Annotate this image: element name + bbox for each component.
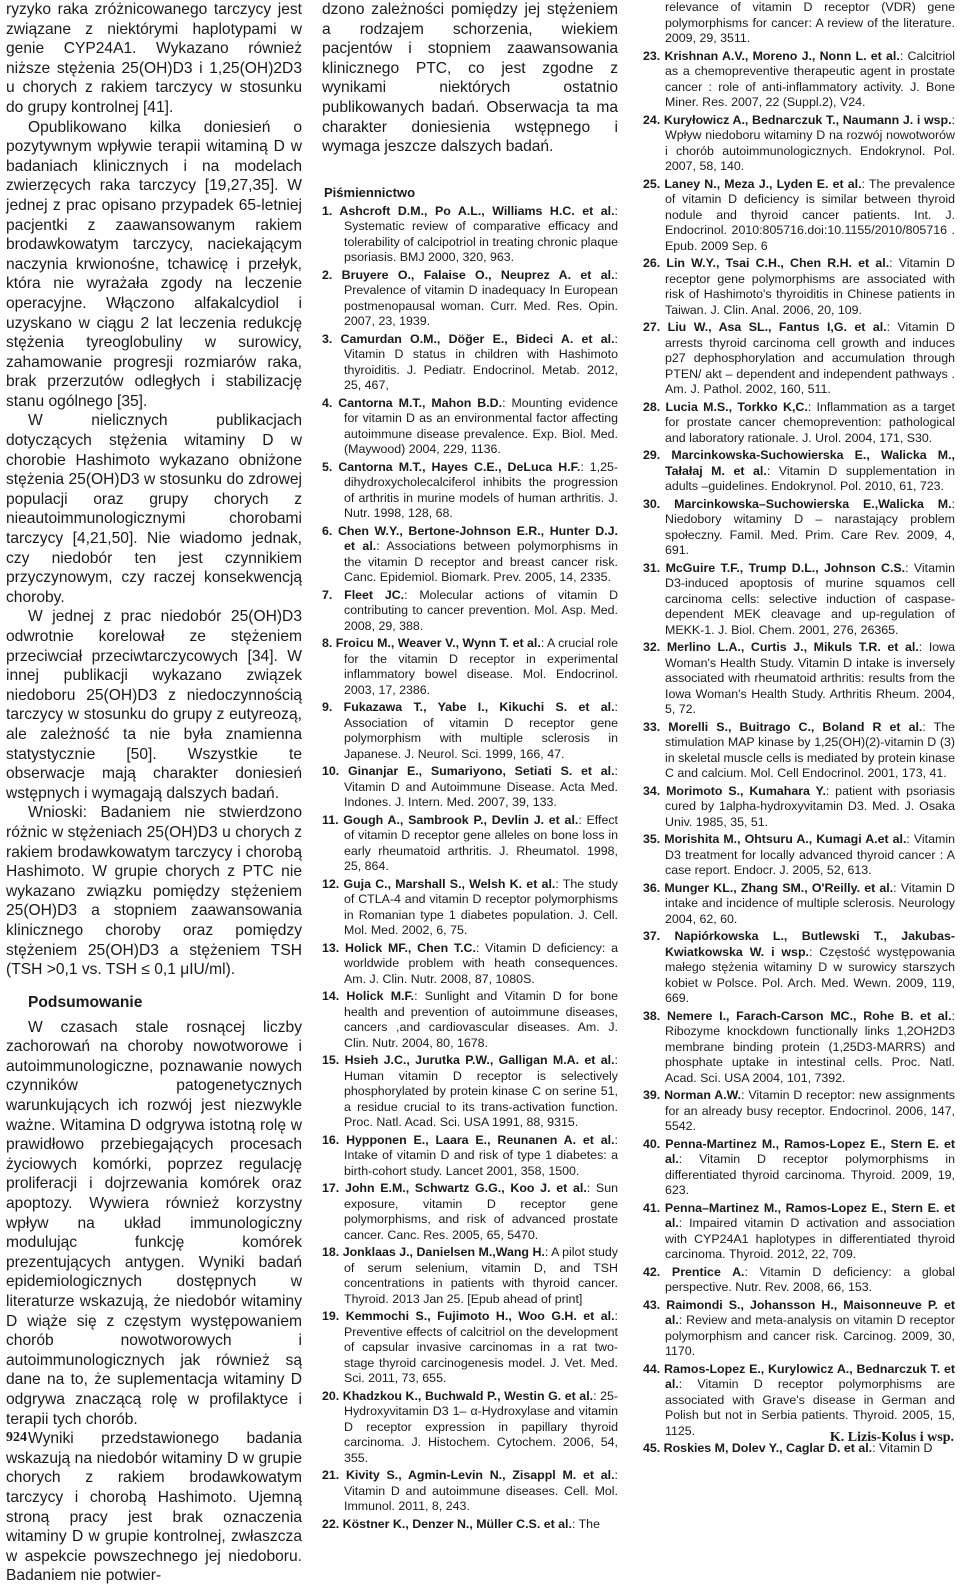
reference-authors: 40. Penna-Martinez M., Ramos-Lopez E., Stern E. et al.: [643, 1136, 955, 1166]
reference-text: : Częstość występowania małego stężenia witaminy D w surowicy starszych kobiet w Polsce. Pol. Arch. Med. Wewn. 2009, 119, 669.: [665, 944, 955, 1005]
reference-text: : The stimulation MAP kinase by 1,25(OH)(2)-vitamin D (3) in skeletal muscle cells is mediated by protein kinase C and calcium. Mol. Cell Endocrinol. 2001, 173, 41.: [665, 719, 955, 780]
reference-text: : Vitamin D status in children with Hashimoto thyroiditis. J. Pediatr. Endocrinol. Metab. 2012, 25, 467,: [344, 331, 618, 393]
reference-authors: 17. John E.M., Schwartz G.G., Koo J. et al.: [322, 1181, 587, 1196]
body-paragraph: Opublikowano kilka doniesień o pozytywnym wpływie terapii witaminą D w badaniach klinicznych i na modelach zwierzęcych raka tarczycy [19,27,35]. W jednej z prac opisano przypadek 65-letniej pacjentki z zaawansowanym rakiem brodawkowatym tarczycy, naciekającym naczynia krwionośne, tchawicę i przełyk, która nie wyrażała zgody na leczenie operacyjne. Włączono alfakalcydiol i uzyskano w ciągu 2 lat leczenia redukcję stężenia tyreoglobuliny w surowicy, zahamowanie progresji rozmiarów raka, brak przerzutów odległych i stabilizację stanu ogólnego [35].: [6, 118, 302, 410]
reference-text: : Associations between polymorphisms in the vitamin D receptor and breast cancer risk. Canc. Epidemiol. Biomark. Prev. 2005, 14, 2335.: [344, 539, 618, 585]
body-paragraph: W nielicznych publikacjach dotyczących stężenia witaminy D w chorobie Hashimoto wykazano obniżone stężenia 25(OH)D3 w stosunku do zdrowej populacji oraz grupy chorych z nieautoimmunologicznymi chorobami tarczycy [4,21,50]. Nie wiadomo jednak, czy niedobór ten jest czynnikiem przyczynowym, czy raczej konsekwencją choroby.: [6, 412, 302, 606]
reference-item: [643, 1201, 955, 1263]
reference-item: [322, 204, 618, 266]
reference-text: : The study of CTLA-4 and vitamin D receptor polymorphisms in Romanian type 1 diabetes population. J. Cell. Mol. Med. 2002, 6, 75.: [344, 876, 618, 938]
reference-item: [643, 177, 955, 255]
reference-authors: 26. Lin W.Y., Tsai C.H., Chen R.H. et al.: [643, 256, 890, 270]
reference-authors: 38. Nemere I., Farach-Carson MC., Rohe B. et al.: [643, 1008, 952, 1023]
reference-authors: 33. Morelli S., Buitrago C., Boland R et al.: [643, 719, 923, 734]
reference-item: [322, 1517, 618, 1533]
reference-text: : Human vitamin D receptor is selectively phosphorylated by protein kinase C on serine 51, a residue crucial to its trans-activation function. Proc. Natl. Acad. Sci. USA 1991, 88, 9315.: [344, 1053, 618, 1130]
reference-text: : Vitamin D: [872, 1441, 933, 1455]
reference-item: [643, 320, 955, 398]
reference-authors: 11. Gough A., Sambrook P., Devlin J. et al.: [322, 812, 579, 827]
reference-authors: 43. Raimondi S., Johansson H., Maisonneuve P. et al.: [643, 1297, 955, 1327]
reference-item: [322, 813, 618, 875]
reference-authors: 44. Ramos-Lopez E., Kurylowicz A., Bednarczuk T. et al.: [643, 1361, 955, 1391]
reference-text: : patient with psoriasis cured by 1alpha-hydroxyvitamin D3. Med. J. Osaka Univ. 1985, 35, 51.: [665, 783, 955, 829]
reference-text: : A pilot study of serum selenium, vitamin D, and TSH concentrations in patients with thyroid cancer. Thyroid. 2013 Jan 25. [Epub ahead of print]: [344, 1245, 618, 1306]
reference-text: : Iowa Woman's Health Study. Vitamin D intake is inversely associated with rheumatoid arthritis: results from the Iowa Woman's Health Study. Arthritis Rheum. 2004, 5, 72.: [665, 640, 956, 716]
reference-authors: 35. Morishita M., Ohtsuru A., Kumagi A.et al.: [643, 832, 907, 846]
reference-authors: 28. Lucia M.S., Torkko K,C.: [643, 399, 808, 414]
references-list: [643, 49, 955, 1457]
reference-authors: 22. Köstner K., Denzer N., Müller C.S. et al.: [322, 1516, 572, 1531]
body-paragraph: Wyniki przedstawionego badania wskazują na niedobór witaminy D w grupie chorych z rakiem brodawkowatym tarczycy i chorobą Hashimoto. Ujemną stroną pracy jest brak oznaczenia witaminy D w grupie kontrolnej, zwłaszcza w aspekcie powszechnego jej niedoboru. Badaniem nie potwier-: [6, 1430, 302, 1585]
reference-text: : Vitamin D receptor: new assignments for an already busy receptor. Endocrinol. 2006, 147, 5542.: [665, 1088, 955, 1133]
reference-authors: 34. Morimoto S., Kumahara Y.: [643, 783, 826, 798]
right-column: [643, 0, 955, 1459]
reference-text: : Sunlight and Vitamin D for bone health and prevention of autoimmune diseases, cancers ,and cardiovascular diseases. Am. J. Clin. Nutr. 2004, 80, 1678.: [344, 989, 618, 1050]
reference-item: [643, 113, 955, 175]
reference-item: [643, 561, 955, 639]
reference-text: : Vitamin D arrests thyroid carcinoma cell growth and induces p27 dephosphorylation and accumulation through PTEN/ akt – dependent and independent pathways . Am. J. Pathol. 2002, 160, 511.: [665, 320, 955, 396]
reference-item: [322, 396, 618, 458]
reference-continuation: relevance of vitamin D receptor (VDR) gene polymorphisms for cancer: A review of the literature. 2009, 29, 3511.: [665, 0, 955, 45]
references-heading: Piśmiennictwo: [324, 184, 416, 200]
reference-authors: 39. Norman A.W.: [643, 1088, 742, 1102]
reference-item: [322, 1389, 618, 1467]
reference-item: [643, 1362, 955, 1440]
reference-text: : Vitamin D receptor polymorphisms in differentiated thyroid carcinoma. Thyroid. 2009, 19, 623.: [665, 1152, 955, 1197]
reference-item: [322, 989, 618, 1051]
body-paragraph: W jednej z prac niedobór 25(OH)D3 odwrotnie korelował ze stężeniem przeciwciał przeciwtarczycowych [34]. W innej publikacji wykazano związek niedoboru 25(OH)D3 z niedoczynnością tarczycy w stosunku do grupy z eutyreozą, ale zależność ta nie była znamienna statystycznie [50]. Wszystkie te obserwacje mają charakter doniesień wstępnych i wymagają dalszych badań.: [6, 608, 302, 802]
body-paragraph: dzono zależności pomiędzy jej stężeniem a rodzajem schorzenia, wiekiem pacjentów i stopniem zaawansowania klinicznego PTC, co jest zgodne z wynikami niektórych ostatnio publikowanych badań. Obserwacja ta ma charakter doniesienia wstępnego i wymaga jeszcze dalszych badań.: [322, 1, 618, 156]
reference-text: : Molecular actions of vitamin D contributing to cancer prevention. Mol. Asp. Med. 2008, 29, 388.: [344, 587, 619, 633]
reference-authors: 7. Fleet JC.: [322, 587, 405, 602]
reference-item: [322, 1053, 618, 1131]
reference-authors: 9. Fukazawa T., Yabe I., Kikuchi S. et al.: [322, 700, 615, 715]
reference-text: : Calcitriol as a chemopreventive therapeutic agent in prostate cancer : role of anti-inflammatory activity. J. Bone Miner. Res. 2007, 22 (Suppl.2), V24.: [665, 48, 956, 109]
reference-text: : Wpływ niedoboru witaminy D na rozwój nowotworów i chorób autoimmunologicznych. Endokrynol. Pol. 2007, 58, 140.: [665, 112, 955, 173]
reference-text: : 25-Hydroxyvitamin D3 1– α-Hydroxylase and vitamin D receptor expression in papillary thyroid carcinoma. J. Histochem. Cytochem. 2006, 54, 355.: [344, 1388, 618, 1465]
reference-item: [643, 1088, 955, 1135]
reference-authors: 16. Hypponen E., Laara E., Reunanen A. et al.: [322, 1132, 615, 1147]
body-paragraph: W czasach stale rosnącej liczby zachorowań na choroby nowotworowe i autoimmunologiczne, poznawanie nowych czynników patogenetycznych warunkujących ich rozwój jest niezwykle ważne. Witamina D odgrywa istotną rolę w prawidłowo przebiegających procesach życiowych komórki, poprzez regulację proliferacji i dojrzewania komórek oraz apoptozy. Wywiera również korzystny wpływ na układ immunologiczny modulując funkcję komórek prezentujących antygen. Wyniki badań epidemiologicznych dostępnych w literaturze wskazują, że niedobór witaminy D wiąże się z częstym występowaniem chorób nowotworowych i autoimmunologicznych jak również są dane na to, że suplementacja witaminy D odgrywa znaczącą rolę w profilaktyce i terapii tych chorób.: [6, 1018, 302, 1428]
reference-authors: 30. Marcinkowska–Suchowierska E.,Walicka M.: [643, 496, 952, 511]
reference-text: : The: [571, 1516, 600, 1531]
reference-item: [643, 720, 955, 782]
reference-item: [322, 636, 618, 698]
reference-text: : Sun exposure, vitamin D receptor gene polymorphisms, and risk of advanced prostate cancer. Canc. Res. 2005, 65, 5470.: [344, 1181, 618, 1242]
middle-column: [322, 0, 618, 1534]
left-column: [6, 0, 302, 1586]
reference-authors: 6. Chen W.Y., Bertone-Johnson E.R., Hunter D.J. et al.: [322, 523, 618, 554]
reference-item: [643, 49, 955, 111]
reference-item: [643, 497, 955, 559]
reference-text: : Intake of vitamin D and risk of type 1 diabetes: a birth-cohort study. Lancet 2001, 358, 1500.: [344, 1132, 618, 1178]
reference-item: [322, 877, 618, 939]
reference-text: : 1,25-dihydroxycholecalciferol inhibits the progression of arthritis in murine models of human arthritis. J. Nutr. 1998, 128, 68.: [344, 459, 618, 521]
reference-item: [643, 1265, 955, 1296]
reference-item: [643, 1137, 955, 1199]
reference-authors: 20. Khadzkou K., Buchwald P., Westin G. et al.: [322, 1388, 594, 1403]
reference-text: : Mounting evidence for vitamin D as an environmental factor affecting autoimmune disease prevalence. Exp. Biol. Med. (Maywood) 2004, 229, 1136.: [344, 395, 618, 457]
reference-text: : Effect of vitamin D receptor gene alleles on bone loss in early rheumatoid arthritis. J. Rheumatol. 1998, 25, 864.: [344, 812, 618, 874]
conclusions-paragraph: Wnioski: Badaniem nie stwierdzono różnic w stężeniach 25(OH)D3 u chorych z rakiem brodawkowatym tarczycy i chorobą Hashimoto. W grupie chorych z PTC nie wykazano związku pomiędzy stężeniem 25(OH)D3 a stopniem zaawansowania klinicznego choroby oraz pomiędzy stężeniem 25(OH)D3 a stężeniem TSH (TSH >0,1 vs. TSH ≤ 0,1 μIU/ml).: [6, 804, 302, 979]
reference-authors: 25. Laney N., Meza J., Lyden E. et al.: [643, 176, 862, 191]
reference-authors: 23. Krishnan A.V., Moreno J., Nonn L. et al.: [643, 48, 900, 63]
reference-authors: 5. Cantorna M.T., Hayes C.E., DeLuca H.F.: [322, 459, 581, 474]
reference-item: [322, 764, 618, 811]
reference-authors: 13. Holick MF., Chen T.C.: [322, 940, 476, 955]
reference-authors: 8. Froicu M., Weaver V., Wynn T. et al.: [322, 636, 541, 651]
reference-authors: 10. Ginanjar E., Sumariyono, Setiati S. et al.: [322, 764, 615, 779]
reference-text: : Vitamin D intake and incidence of multiple sclerosis. Neurology 2004, 62, 60.: [665, 880, 955, 926]
reference-authors: 21. Kivity S., Agmin-Levin N., Zisappl M. et al.: [322, 1468, 615, 1483]
reference-item: [322, 588, 618, 635]
reference-authors: 2. Bruyere O., Falaise O., Neuprez A. et al.: [322, 267, 615, 282]
reference-item: [643, 400, 955, 447]
reference-text: : Vitamin D receptor gene polymorphisms are associated with risk of Hashimoto's thyroiditis in Chinese patients in Taiwan. J. Clin. Anal. 2006, 20, 109.: [665, 256, 955, 317]
reference-item: [322, 700, 618, 762]
reference-text: : Systematic review of comparative efficacy and tolerability of calcipotriol in treating chronic plaque psoriasis. BMJ 2000, 320, 963.: [344, 203, 618, 265]
reference-item: [322, 1181, 618, 1243]
reference-text: : Vitamin D deficiency: a worldwide problem with heath consequences. Am. J. Clin. Nutr. 2008, 87, 1080S.: [344, 940, 618, 986]
reference-text: : The prevalence of vitamin D deficiency is similar between thyroid nodule and thyroid cancer patients. Int. J. Endocrinol. 2010:805716.doi:10.1155/2010/805716 . Epub. 2009 Sep. 6: [665, 176, 955, 253]
reference-authors: 24. Kuryłowicz A., Bednarczuk T., Naumann J. i wsp.: [643, 112, 952, 127]
reference-text: : Vitamin D receptor polymorphisms are associated with Grave's disease in German and Polish but not in Serbia patients. Thyroid. 2005, 15, 1125.: [665, 1377, 955, 1438]
reference-item: [643, 881, 955, 928]
reference-item: [322, 332, 618, 394]
reference-authors: 19. Kemmochi S., Fujimoto H., Woo G.H. et al.: [322, 1309, 615, 1324]
reference-item: [322, 1245, 618, 1307]
reference-item: [322, 941, 618, 988]
reference-authors: 32. Merlino L.A., Curtis J., Mikuls T.R. et al.: [643, 640, 919, 654]
reference-text: : Review and meta-analysis on vitamin D receptor polymorphism and cancer risk. Carcinog. 2009, 30, 1170.: [665, 1313, 955, 1358]
reference-text: : Impaired vitamin D activation and association with CYP24A1 haplotypes in differentiated thyroid carcinoma. Thyroid. 2012, 22, 709.: [665, 1216, 955, 1261]
reference-authors: 31. McGuire T.F., Trump D.L., Johnson C.S.: [643, 560, 906, 575]
reference-text: : Vitamin D3 treatment for locally advanced thyroid cancer : A case report. Endocr. J. 2005, 52, 613.: [665, 832, 955, 877]
reference-item: [643, 1298, 955, 1360]
reference-item: [643, 256, 955, 318]
reference-text: : Ribozyme knockdown functionally links 1,2OH2D3 membrane binding protein (1,25D3-MARRS) and phosphate uptake in intestinal cells. Proc. Natl. Acad. Sci. USA 2004, 101, 7392.: [665, 1008, 955, 1085]
reference-authors: 12. Guja C., Marshall S., Welsh K. et al.: [322, 876, 556, 891]
reference-authors: 41. Penna–Martinez M., Ramos-Lopez E., Stern E. et al.: [643, 1200, 955, 1230]
reference-authors: 37. Napiórkowska L., Butlewski T., Jakubas-Kwiatkowska W. i wsp.: [643, 929, 955, 959]
reference-authors: 29. Marcinkowska-Suchowierska E., Walicka M., Tałałaj M. et al.: [643, 448, 955, 478]
reference-item: [643, 448, 955, 495]
reference-item: [322, 268, 618, 330]
reference-authors: 3. Camurdan O.M., Döğer E., Bideci A. et al.: [322, 331, 615, 346]
body-paragraph: ryzyko raka zróżnicowanego tarczycy jest związane z niektórymi haplotypami w genie CYP24A1. Wykazano również niższe stężenia 25(OH)D3 i 1,25(OH)2D3 u chorych z rakiem tarczycy w stosunku do grupy kontrolnej [41].: [6, 1, 302, 116]
reference-text: : Vitamin D deficiency: a global perspective. Nutr. Rev. 2008, 66, 153.: [665, 1264, 955, 1294]
reference-text: : A crucial role for the vitamin D receptor in experimental inflammatory bowel disease. Mol. Endocrinol. 2003, 17, 2386.: [344, 636, 618, 697]
reference-text: : Niedobory witaminy D – narastający problem społeczny. Famil. Med. Prim. Care Rev. 2009, 4, 691.: [665, 496, 955, 557]
reference-authors: 4. Cantorna M.T., Mahon B.D.: [322, 395, 503, 410]
page-number: 924: [6, 1430, 27, 1445]
reference-text: : Vitamin D and Autoimmune Disease. Acta Med. Indones. J. Intern. Med. 2007, 39, 133.: [344, 764, 618, 810]
reference-item: [322, 1309, 618, 1387]
reference-item: [322, 1133, 618, 1180]
summary-heading: Podsumowanie: [28, 993, 143, 1011]
reference-authors: 18. Jonklaas J., Danielsen M.,Wang H.: [322, 1245, 545, 1260]
reference-text: : Association of vitamin D receptor gene polymorphism with multiple sclerosis in Japanese. J. Neurol. Sci. 1999, 166, 47.: [344, 700, 618, 761]
references-list: [322, 204, 618, 1533]
reference-item: [643, 784, 955, 831]
reference-text: : Prevalence of vitamin D inadequacy In European postmenopausal woman. Curr. Med. Res. Opin. 2007, 23, 1939.: [344, 267, 618, 329]
reference-authors: 15. Hsieh J.C., Jurutka P.W., Galligan M.A. et al.: [322, 1053, 615, 1068]
reference-text: : Vitamin D supplementation in adults –guidelines. Endokrynol. Pol. 2010, 61, 723.: [665, 463, 955, 493]
reference-authors: 14. Holick M.F.: [322, 989, 415, 1004]
reference-item: [322, 1468, 618, 1515]
running-head: K. Lizis-Kolus i wsp.: [829, 1430, 954, 1445]
reference-item: [322, 524, 618, 586]
reference-authors: 42. Prentice A.: [643, 1264, 745, 1279]
reference-text: : Vitamin D3-induced apoptosis of murine squamos cell carcinoma cells: selective induction of caspase-dependent MEK cleavage and up-regulation of MEKK-1. J. Biol. Chem. 2001, 276, 26365.: [665, 560, 955, 637]
reference-item: [322, 460, 618, 522]
reference-item: [643, 832, 955, 879]
reference-item: [643, 929, 955, 1007]
reference-authors: 1. Ashcroft D.M., Po A.L., Williams H.C. et al.: [322, 203, 615, 218]
reference-text: : Vitamin D and autoimmune diseases. Cell. Mol. Immunol. 2011, 8, 243.: [344, 1468, 618, 1514]
reference-authors: 36. Munger KL., Zhang SM., O'Reilly. et al.: [643, 880, 894, 895]
reference-item: [643, 640, 955, 718]
page-footer: [0, 1430, 960, 1450]
reference-item: [643, 1009, 955, 1087]
reference-authors: 27. Liu W., Asa SL., Fantus I,G. et al.: [643, 320, 887, 334]
reference-text: : Preventive effects of calcitriol on the development of capsular invasive carcinomas in a rat two- stage thyroid carcinogenesis model. J. Vet. Med. Sci. 2011, 73, 655.: [344, 1309, 618, 1386]
reference-text: : Inflammation as a target for prostate cancer chemoprevention: pathological and laboratory rationale. J. Urol. 2004, 171, S30.: [665, 399, 955, 445]
reference-authors: 45. Roskies M, Dolev Y., Caglar D. et al.: [643, 1441, 873, 1455]
